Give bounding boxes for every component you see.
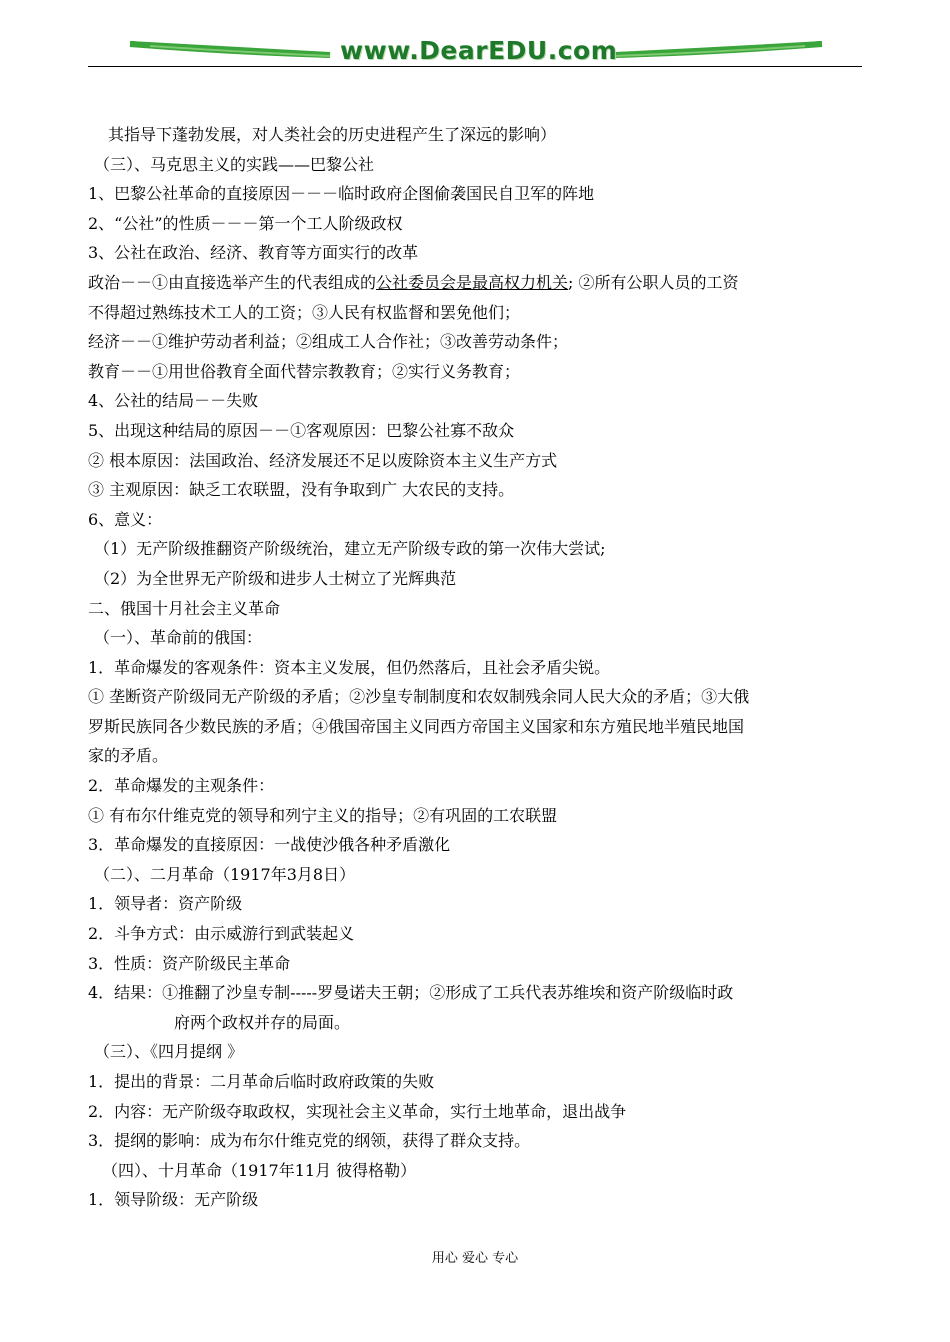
text-line: 3．革命爆发的直接原因：一战使沙俄各种矛盾激化 bbox=[88, 835, 451, 855]
text-line: 2．斗争方式：由示威游行到武装起义 bbox=[88, 924, 355, 944]
text-line: （1）无产阶级推翻资产阶级统治，建立无产阶级专政的第一次伟大尝试; bbox=[94, 539, 606, 559]
text-line: 1．提出的背景：二月革命后临时政府政策的失败 bbox=[88, 1072, 435, 1091]
text-line: 不得超过熟练技术工人的工资；③人民有权监督和罢免他们； bbox=[88, 302, 521, 322]
section-heading: （一）、革命前的俄国： bbox=[94, 628, 263, 648]
section-heading: （三）、《四月提纲 》 bbox=[94, 1042, 244, 1062]
text-line: 6、意义： bbox=[88, 509, 163, 529]
text-line: 1．领导阶级：无产阶级 bbox=[88, 1190, 259, 1210]
text-line: ③ 主观原因：缺乏工农联盟，没有争取到广 大农民的支持。 bbox=[88, 480, 515, 500]
text-line: 2．内容：无产阶级夺取政权，实现社会主义革命，实行土地革命，退出战争 bbox=[88, 1101, 627, 1121]
text-line: 4．结果：①推翻了沙皇专制-----罗曼诺夫王朝；②形成了工兵代表苏维埃和资产阶级临时政 bbox=[88, 983, 734, 1003]
text-segment: ; ②所有公职人员的工资 bbox=[568, 272, 739, 292]
document-body bbox=[88, 120, 868, 1215]
page-footer: 用心 爱心 专心 bbox=[431, 1251, 519, 1266]
text-line: ② 根本原因：法国政治、经济发展还不足以废除资本主义生产方式 bbox=[88, 450, 558, 470]
text-line: 家的矛盾。 bbox=[88, 746, 169, 766]
text-line: 罗斯民族同各少数民族的矛盾；④俄国帝国主义同西方帝国主义国家和东方殖民地半殖民地国 bbox=[88, 716, 745, 736]
section-heading: （二）、二月革命（1917年3月8日） bbox=[94, 864, 356, 884]
text-line: 2、“公社”的性质－－－第一个工人阶级政权 bbox=[88, 213, 403, 233]
text-line: 府两个政权并存的局面。 bbox=[174, 1012, 351, 1032]
text-line: 其指导下蓬勃发展，对人类社会的历史进程产生了深远的影响） bbox=[108, 125, 557, 144]
text-line: 5、出现这种结局的原因－－①客观原因：巴黎公社寡不敌众 bbox=[88, 420, 515, 440]
section-heading: （三）、马克思主义的实践——巴黎公社 bbox=[94, 154, 375, 174]
text-line: 1、巴黎公社革命的直接原因－－－临时政府企图偷袭国民自卫军的阵地 bbox=[88, 184, 595, 204]
page-header bbox=[0, 0, 950, 80]
underlined-text: 公社委员会是最高权力机关 bbox=[376, 272, 569, 292]
text-line: 2．革命爆发的主观条件： bbox=[88, 776, 275, 796]
text-line: 1．领导者：资产阶级 bbox=[88, 894, 243, 914]
site-logo: www.DearEDU.com bbox=[340, 36, 618, 65]
text-line bbox=[88, 268, 868, 298]
text-line: 1．革命爆发的客观条件：资本主义发展，但仍然落后，且社会矛盾尖锐。 bbox=[88, 657, 611, 677]
text-line: 教育－－①用世俗教育全面代替宗教教育；②实行义务教育； bbox=[88, 361, 521, 381]
text-line: ① 有布尔什维克党的领导和列宁主义的指导；②有巩固的工农联盟 bbox=[88, 805, 558, 825]
text-line: 3．提纲的影响：成为布尔什维克党的纲领，获得了群众支持。 bbox=[88, 1131, 531, 1151]
text-line: 3、公社在政治、经济、教育等方面实行的改革 bbox=[88, 243, 419, 263]
text-line: ① 垄断资产阶级同无产阶级的矛盾；②沙皇专制制度和农奴制残余同人民大众的矛盾；③大俄 bbox=[88, 687, 750, 707]
section-heading: 二、俄国十月社会主义革命 bbox=[88, 598, 281, 618]
text-segment: 政治－－①由直接选举产生的代表组成的 bbox=[88, 272, 377, 292]
header-rule bbox=[88, 66, 862, 67]
section-heading: （四）、十月革命（1917年11月 彼得格勒） bbox=[102, 1160, 417, 1180]
text-line: 经济－－①维护劳动者利益；②组成工人合作社；③改善劳动条件； bbox=[88, 332, 569, 352]
text-line: （2）为全世界无产阶级和进步人士树立了光辉典范 bbox=[94, 568, 457, 588]
text-line: 3．性质：资产阶级民主革命 bbox=[88, 953, 291, 973]
text-line: 4、公社的结局－－失败 bbox=[88, 391, 259, 411]
